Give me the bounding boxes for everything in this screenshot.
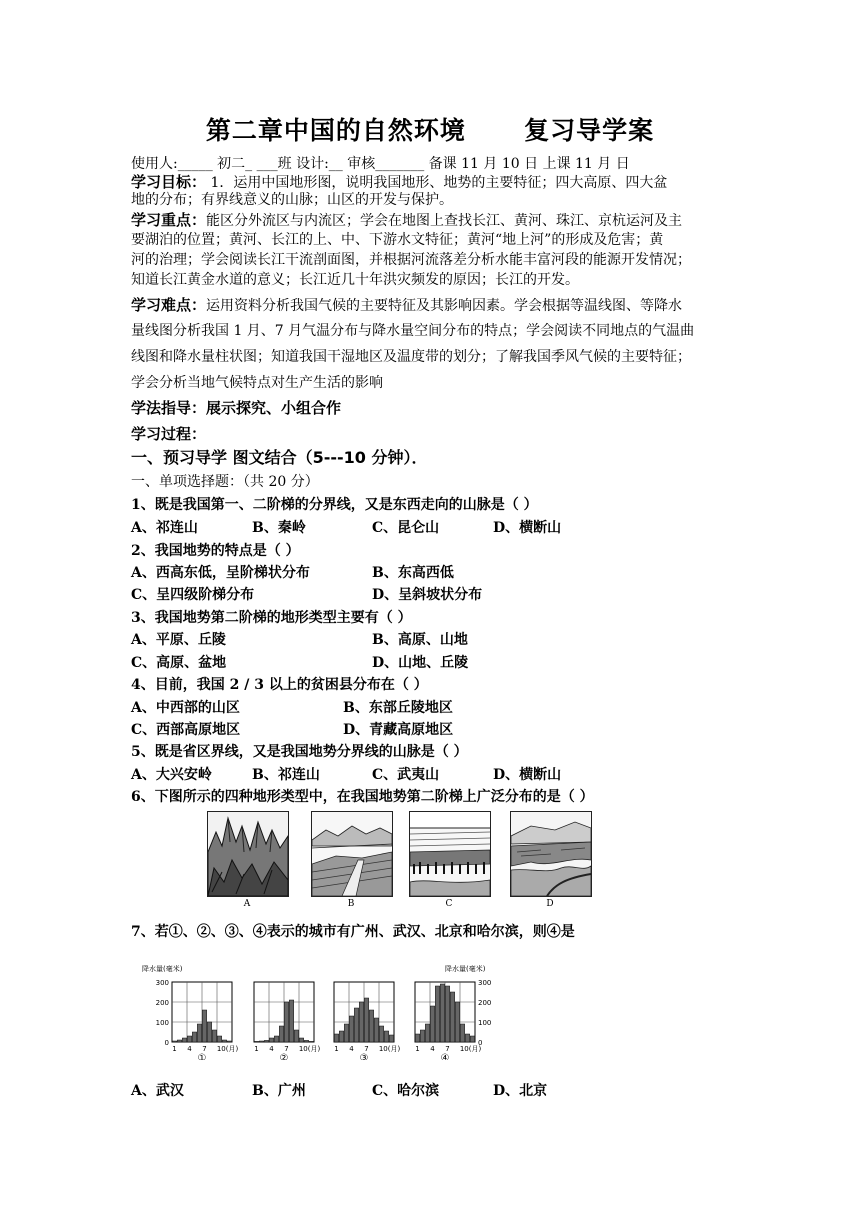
x-tick-label: 4 [349, 1045, 354, 1053]
difficulty-line-2: 量线图分析我国 1 月、7 月气温分布与降水量空间分布的特点；学会阅读不同地点的气温曲 [131, 323, 695, 339]
bar-3-10 [379, 1026, 383, 1042]
x-tick-label: 10(月) [459, 1045, 482, 1053]
series-label-3: ③ [359, 1053, 369, 1060]
bar-4-1 [415, 1034, 419, 1042]
x-tick-label: 4 [269, 1045, 274, 1053]
question-1: 1、既是我国第一、二阶梯的分界线，又是东西走向的山脉是（ ） [131, 497, 538, 513]
x-tick-label: 10(月) [298, 1045, 321, 1053]
bar-3-1 [334, 1034, 338, 1042]
bar-1-8 [207, 1022, 211, 1042]
bar-3-3 [344, 1024, 348, 1042]
bar-3-5 [354, 1008, 358, 1042]
question-6: 6、下图所示的四种地形类型中，在我国地势第二阶梯上广泛分布的是（ ） [131, 789, 594, 805]
bar-4-9 [455, 1002, 459, 1042]
process-line: 学习过程： [131, 425, 207, 443]
x-tick-label: 7 [284, 1045, 289, 1053]
bar-1-7 [202, 1010, 206, 1042]
bar-2-12 [309, 1041, 313, 1042]
bar-3-2 [339, 1031, 343, 1042]
q4-option-c: C、西部高原地区 [131, 722, 241, 738]
bar-2-7 [284, 1002, 288, 1042]
bar-1-3 [182, 1038, 186, 1042]
ylabel-right: 降水量(毫米) [445, 965, 486, 973]
q7-option-d: D、北京 [493, 1083, 548, 1099]
difficulty-line-4: 学会分析当地气候特点对生产生活的影响 [131, 375, 383, 391]
difficulty-line-1: 学习难点：运用资料分析我国气候的主要特征及其影响因素。学会根据等温线图、等降水 [131, 296, 683, 314]
focus-line-4: 知道长江黄金水道的意义；长江近几十年洪灾频发的原因；长江的开发。 [131, 272, 579, 288]
q1-option-a: A、祁连山 [131, 520, 198, 536]
y-tick-left: 0 [164, 1039, 169, 1047]
bar-4-3 [425, 1024, 429, 1042]
bar-1-1 [172, 1041, 176, 1042]
y-tick-left: 100 [155, 1019, 169, 1027]
bar-2-5 [274, 1036, 278, 1042]
q4-option-b: B、东部丘陵地区 [343, 700, 453, 716]
y-tick-right: 300 [478, 979, 492, 987]
bar-4-8 [450, 992, 454, 1042]
bar-4-12 [470, 1036, 474, 1042]
landform-picture-b [311, 811, 393, 897]
goals-label: 学习目标： [131, 173, 207, 191]
y-tick-right: 200 [478, 999, 492, 1007]
bar-3-4 [349, 1016, 353, 1042]
bar-2-8 [289, 1000, 293, 1042]
bar-4-7 [445, 986, 449, 1042]
bar-1-2 [177, 1040, 181, 1042]
bar-4-4 [430, 1006, 434, 1042]
y-tick-left: 200 [155, 999, 169, 1007]
goals-line-1: 学习目标： 1．运用中国地形图，说明我国地形、地势的主要特征；四大高原、四大盆 [131, 173, 668, 191]
x-tick-label: 1 [334, 1045, 339, 1053]
subsection-heading: 一、单项选择题：（共 20 分） [131, 474, 319, 490]
bar-4-5 [435, 986, 439, 1042]
x-tick-label: 4 [430, 1045, 435, 1053]
info-line: 使用人:_____ 初二_ ___班 设计:__ 审核_______ 备课 11 月 10 日 上课 11 月 日 [131, 156, 630, 172]
focus-line-1: 学习重点：能区分外流区与内流区；学会在地图上查找长江、黄河、珠江、京杭运河及主 [131, 211, 683, 229]
bar-4-2 [420, 1030, 424, 1042]
landform-label-a: A [243, 899, 251, 909]
q3-option-b: B、高原、山地 [372, 632, 468, 648]
x-tick-label: 1 [415, 1045, 420, 1053]
landform-label-c: C [445, 899, 453, 909]
q5-option-c: C、武夷山 [372, 767, 440, 783]
question-2: 2、我国地势的特点是（ ） [131, 543, 300, 559]
focus-label: 学习重点： [131, 211, 207, 229]
x-tick-label: 1 [172, 1045, 177, 1053]
page-title: 第二章中国的自然环境 复习导学案 [205, 116, 655, 145]
bar-3-6 [359, 1002, 363, 1042]
bar-2-6 [279, 1026, 283, 1042]
q2-option-b: B、东高西低 [372, 565, 454, 581]
landform-label-b: B [347, 899, 355, 909]
bar-2-2 [259, 1041, 263, 1042]
landform-picture-c [409, 811, 491, 897]
bar-4-10 [460, 1024, 464, 1042]
y-tick-left: 300 [155, 979, 169, 987]
ylabel-left: 降水量(毫米) [142, 965, 183, 973]
bar-1-6 [197, 1024, 201, 1042]
x-tick-label: 7 [445, 1045, 450, 1053]
bar-2-4 [269, 1038, 273, 1042]
question-3: 3、我国地势第二阶梯的地形类型主要有（ ） [131, 610, 412, 626]
bar-3-9 [374, 1018, 378, 1042]
goals-line-2: 地的分布；有界线意义的山脉；山区的开发与保护。 [131, 192, 453, 208]
bar-3-11 [384, 1031, 388, 1042]
x-tick-label: 10(月) [378, 1045, 401, 1053]
landform-picture-a [207, 811, 289, 897]
series-label-4: ④ [440, 1053, 450, 1060]
bar-1-12 [227, 1041, 231, 1042]
section-heading: 一、预习导学 图文结合（5---10 分钟）． [131, 448, 428, 467]
x-tick-label: 7 [202, 1045, 207, 1053]
bar-2-11 [304, 1040, 308, 1042]
precipitation-charts [140, 962, 520, 1060]
question-5: 5、既是省区界线，又是我国地势分界线的山脉是（ ） [131, 744, 468, 760]
landform-label-d: D [546, 899, 554, 909]
bar-1-9 [212, 1030, 216, 1042]
series-label-1: ① [197, 1053, 207, 1060]
bar-3-7 [364, 998, 368, 1042]
x-tick-label: 4 [187, 1045, 192, 1053]
difficulty-label: 学习难点： [131, 296, 207, 314]
q7-option-c: C、哈尔滨 [372, 1083, 440, 1099]
y-tick-right: 100 [478, 1019, 492, 1027]
q3-option-a: A、平原、丘陵 [131, 632, 226, 648]
series-label-2: ② [279, 1053, 289, 1060]
q4-option-d: D、青藏高原地区 [343, 722, 454, 738]
q3-option-c: C、高原、盆地 [131, 655, 227, 671]
bar-1-11 [222, 1040, 226, 1042]
q7-option-b: B、广州 [252, 1083, 306, 1099]
difficulty-line-3: 线图和降水量柱状图；知道我国干湿地区及温度带的划分；了解我国季风气候的主要特征； [131, 349, 691, 365]
q2-option-a: A、西高东低，呈阶梯状分布 [131, 565, 310, 581]
q7-option-a: A、武汉 [131, 1083, 184, 1099]
q1-option-d: D、横断山 [493, 520, 562, 536]
q3-option-d: D、山地、丘陵 [372, 655, 469, 671]
bar-2-9 [294, 1030, 298, 1042]
y-tick-right: 0 [478, 1039, 483, 1047]
q5-option-d: D、横断山 [493, 767, 562, 783]
bar-2-1 [254, 1041, 258, 1042]
q5-option-a: A、大兴安岭 [131, 767, 212, 783]
q5-option-b: B、祁连山 [252, 767, 320, 783]
question-4: 4、目前，我国 2 / 3 以上的贫困县分布在（ ） [131, 677, 428, 693]
q2-option-c: C、呈四级阶梯分布 [131, 587, 255, 603]
bar-3-12 [389, 1035, 393, 1042]
bar-1-4 [187, 1036, 191, 1042]
method-line: 学法指导：展示探究、小组合作 [131, 399, 342, 417]
bar-1-10 [217, 1036, 221, 1042]
bar-1-5 [192, 1032, 196, 1042]
bar-2-3 [264, 1040, 268, 1042]
question-7: 7、若①、②、③、④表示的城市有广州、武汉、北京和哈尔滨，则④是 [131, 924, 575, 940]
q2-option-d: D、呈斜坡状分布 [372, 587, 483, 603]
bar-3-8 [369, 1010, 373, 1042]
focus-line-2: 要湖泊的位置；黄河、长江的上、中、下游水文特征；黄河“地上河”的形成及危害；黄 [131, 232, 664, 248]
focus-line-3: 河的治理；学会阅读长江干流剖面图，并根据河流落差分析水能丰富河段的能源开发情况； [131, 252, 691, 268]
bar-4-6 [440, 984, 444, 1042]
q1-option-c: C、昆仑山 [372, 520, 440, 536]
q4-option-a: A、中西部的山区 [131, 700, 240, 716]
landform-picture-d [510, 811, 592, 897]
x-tick-label: 10(月) [216, 1045, 239, 1053]
x-tick-label: 7 [364, 1045, 369, 1053]
x-tick-label: 1 [254, 1045, 259, 1053]
bar-4-11 [465, 1034, 469, 1042]
q1-option-b: B、秦岭 [252, 520, 306, 536]
bar-2-10 [299, 1038, 303, 1042]
